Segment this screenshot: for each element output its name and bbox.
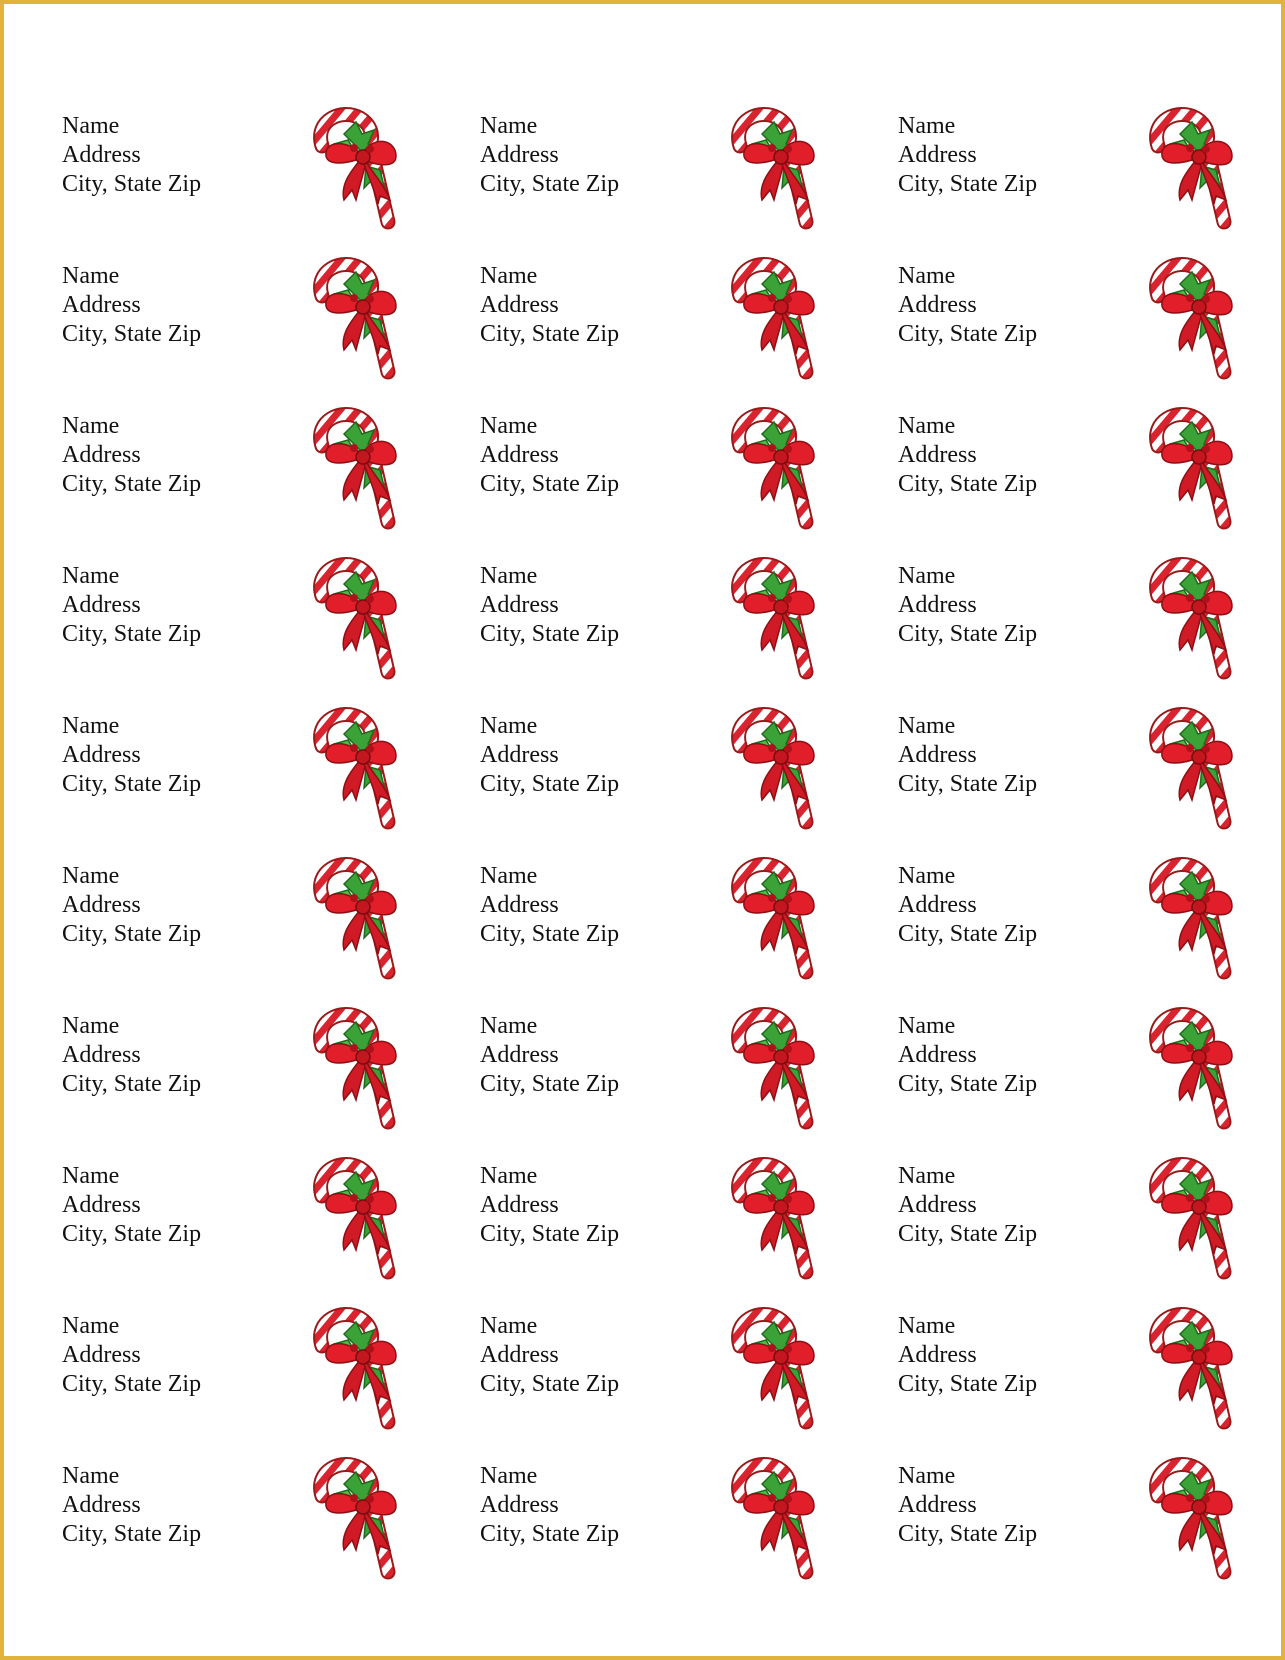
address-label <box>895 554 1285 704</box>
address-block <box>898 262 1037 349</box>
city-state-zip-line: City, State Zip <box>62 471 202 497</box>
address-label <box>477 704 895 854</box>
candy-cane-bow-icon <box>304 1004 404 1132</box>
candy-cane-bow-icon <box>722 704 822 832</box>
address-block <box>898 562 1037 649</box>
address-block <box>898 112 1037 199</box>
address-line: Address <box>62 292 141 318</box>
address-line: Address <box>62 442 141 468</box>
address-line: Address <box>898 742 977 768</box>
address-block <box>62 412 201 499</box>
city-state-zip-line: City, State Zip <box>62 1371 202 1397</box>
address-line: Address <box>480 892 559 918</box>
address-line: Address <box>62 892 141 918</box>
candy-cane-bow-icon <box>722 1154 822 1282</box>
candy-cane-bow-icon <box>304 1154 404 1282</box>
candy-cane-bow-icon <box>722 404 822 532</box>
address-label <box>59 1304 477 1454</box>
address-label <box>895 854 1285 1004</box>
city-state-zip-line: City, State Zip <box>480 1521 620 1547</box>
name-line: Name <box>62 413 120 439</box>
city-state-zip-line: City, State Zip <box>898 1071 1038 1097</box>
address-line: Address <box>480 1192 559 1218</box>
city-state-zip-line: City, State Zip <box>898 1221 1038 1247</box>
candy-cane-bow-icon <box>1140 704 1240 832</box>
city-state-zip-line: City, State Zip <box>62 1071 202 1097</box>
address-block <box>480 262 619 349</box>
address-line: Address <box>62 592 141 618</box>
name-line: Name <box>898 563 956 589</box>
address-label <box>895 1304 1285 1454</box>
city-state-zip-line: City, State Zip <box>480 471 620 497</box>
candy-cane-bow-icon <box>722 854 822 982</box>
name-line: Name <box>62 713 120 739</box>
name-line: Name <box>480 1013 538 1039</box>
name-line: Name <box>480 863 538 889</box>
address-line: Address <box>898 892 977 918</box>
name-line: Name <box>898 113 956 139</box>
name-line: Name <box>480 413 538 439</box>
name-line: Name <box>62 1013 120 1039</box>
address-line: Address <box>62 1492 141 1518</box>
candy-cane-bow-icon <box>722 1004 822 1132</box>
address-line: Address <box>898 1042 977 1068</box>
name-line: Name <box>480 1313 538 1339</box>
name-line: Name <box>898 263 956 289</box>
city-state-zip-line: City, State Zip <box>898 321 1038 347</box>
address-label <box>477 1154 895 1304</box>
address-block <box>62 1312 201 1399</box>
candy-cane-bow-icon <box>1140 1004 1240 1132</box>
address-block <box>480 1012 619 1099</box>
name-line: Name <box>62 563 120 589</box>
address-line: Address <box>62 1192 141 1218</box>
address-label <box>895 404 1285 554</box>
address-label <box>59 1454 477 1604</box>
candy-cane-bow-icon <box>1140 1454 1240 1582</box>
candy-cane-bow-icon <box>722 554 822 682</box>
name-line: Name <box>62 1313 120 1339</box>
name-line: Name <box>480 713 538 739</box>
address-block <box>480 1462 619 1549</box>
address-block <box>480 112 619 199</box>
address-line: Address <box>480 292 559 318</box>
name-line: Name <box>480 563 538 589</box>
candy-cane-bow-icon <box>1140 1304 1240 1432</box>
address-line: Address <box>480 442 559 468</box>
address-label <box>895 1454 1285 1604</box>
name-line: Name <box>898 1163 956 1189</box>
address-line: Address <box>480 1492 559 1518</box>
name-line: Name <box>480 1163 538 1189</box>
candy-cane-bow-icon <box>304 404 404 532</box>
address-line: Address <box>898 1192 977 1218</box>
address-block <box>898 1462 1037 1549</box>
city-state-zip-line: City, State Zip <box>480 621 620 647</box>
candy-cane-bow-icon <box>304 704 404 832</box>
address-line: Address <box>480 1042 559 1068</box>
city-state-zip-line: City, State Zip <box>480 921 620 947</box>
address-block <box>898 862 1037 949</box>
address-label <box>477 554 895 704</box>
name-line: Name <box>898 1463 956 1489</box>
address-label <box>59 1154 477 1304</box>
address-block <box>898 412 1037 499</box>
city-state-zip-line: City, State Zip <box>480 1221 620 1247</box>
city-state-zip-line: City, State Zip <box>898 1371 1038 1397</box>
candy-cane-bow-icon <box>1140 104 1240 232</box>
address-label <box>895 254 1285 404</box>
address-block <box>898 1012 1037 1099</box>
address-block <box>62 1462 201 1549</box>
address-label <box>895 104 1285 254</box>
name-line: Name <box>62 263 120 289</box>
address-block <box>480 1162 619 1249</box>
name-line: Name <box>898 1313 956 1339</box>
city-state-zip-line: City, State Zip <box>480 171 620 197</box>
candy-cane-bow-icon <box>722 104 822 232</box>
address-line: Address <box>898 292 977 318</box>
address-label <box>895 704 1285 854</box>
city-state-zip-line: City, State Zip <box>62 321 202 347</box>
address-line: Address <box>62 742 141 768</box>
candy-cane-bow-icon <box>1140 254 1240 382</box>
address-label <box>477 854 895 1004</box>
address-block <box>898 1312 1037 1399</box>
name-line: Name <box>62 1163 120 1189</box>
candy-cane-bow-icon <box>722 1454 822 1582</box>
address-label <box>59 104 477 254</box>
name-line: Name <box>480 263 538 289</box>
address-line: Address <box>62 1342 141 1368</box>
address-label <box>477 1004 895 1154</box>
city-state-zip-line: City, State Zip <box>898 921 1038 947</box>
candy-cane-bow-icon <box>304 554 404 682</box>
address-label <box>59 704 477 854</box>
candy-cane-bow-icon <box>304 854 404 982</box>
city-state-zip-line: City, State Zip <box>480 1371 620 1397</box>
name-line: Name <box>480 1463 538 1489</box>
address-block <box>480 1312 619 1399</box>
address-label <box>895 1154 1285 1304</box>
city-state-zip-line: City, State Zip <box>480 771 620 797</box>
candy-cane-bow-icon <box>1140 404 1240 532</box>
address-label <box>477 254 895 404</box>
address-line: Address <box>62 1042 141 1068</box>
name-line: Name <box>898 863 956 889</box>
city-state-zip-line: City, State Zip <box>62 1521 202 1547</box>
address-label <box>895 1004 1285 1154</box>
candy-cane-bow-icon <box>1140 554 1240 682</box>
city-state-zip-line: City, State Zip <box>898 771 1038 797</box>
address-line: Address <box>480 592 559 618</box>
address-block <box>480 412 619 499</box>
name-line: Name <box>898 713 956 739</box>
address-label <box>59 404 477 554</box>
address-block <box>62 112 201 199</box>
candy-cane-bow-icon <box>304 104 404 232</box>
address-label <box>59 254 477 404</box>
label-grid <box>59 104 1259 1604</box>
address-line: Address <box>62 142 141 168</box>
city-state-zip-line: City, State Zip <box>898 1521 1038 1547</box>
city-state-zip-line: City, State Zip <box>62 171 202 197</box>
address-block <box>62 262 201 349</box>
city-state-zip-line: City, State Zip <box>480 1071 620 1097</box>
name-line: Name <box>480 113 538 139</box>
address-block <box>62 712 201 799</box>
city-state-zip-line: City, State Zip <box>62 1221 202 1247</box>
candy-cane-bow-icon <box>304 1304 404 1432</box>
name-line: Name <box>898 1013 956 1039</box>
address-label <box>477 104 895 254</box>
city-state-zip-line: City, State Zip <box>898 621 1038 647</box>
address-block <box>62 1012 201 1099</box>
address-block <box>62 862 201 949</box>
candy-cane-bow-icon <box>304 1454 404 1582</box>
city-state-zip-line: City, State Zip <box>62 621 202 647</box>
city-state-zip-line: City, State Zip <box>480 321 620 347</box>
name-line: Name <box>62 1463 120 1489</box>
address-label <box>477 1454 895 1604</box>
address-block <box>898 712 1037 799</box>
address-line: Address <box>898 442 977 468</box>
address-line: Address <box>898 1342 977 1368</box>
address-block <box>480 712 619 799</box>
name-line: Name <box>62 113 120 139</box>
name-line: Name <box>898 413 956 439</box>
address-block <box>898 1162 1037 1249</box>
address-label <box>59 1004 477 1154</box>
city-state-zip-line: City, State Zip <box>898 171 1038 197</box>
address-label <box>477 404 895 554</box>
address-line: Address <box>480 1342 559 1368</box>
candy-cane-bow-icon <box>304 254 404 382</box>
city-state-zip-line: City, State Zip <box>898 471 1038 497</box>
address-line: Address <box>480 142 559 168</box>
address-block <box>62 1162 201 1249</box>
address-label <box>59 554 477 704</box>
address-line: Address <box>898 142 977 168</box>
address-line: Address <box>480 742 559 768</box>
address-block <box>62 562 201 649</box>
candy-cane-bow-icon <box>1140 854 1240 982</box>
address-label <box>477 1304 895 1454</box>
city-state-zip-line: City, State Zip <box>62 921 202 947</box>
address-block <box>480 862 619 949</box>
candy-cane-bow-icon <box>722 1304 822 1432</box>
city-state-zip-line: City, State Zip <box>62 771 202 797</box>
address-block <box>480 562 619 649</box>
name-line: Name <box>62 863 120 889</box>
address-label <box>59 854 477 1004</box>
address-line: Address <box>898 1492 977 1518</box>
candy-cane-bow-icon <box>722 254 822 382</box>
address-line: Address <box>898 592 977 618</box>
candy-cane-bow-icon <box>1140 1154 1240 1282</box>
